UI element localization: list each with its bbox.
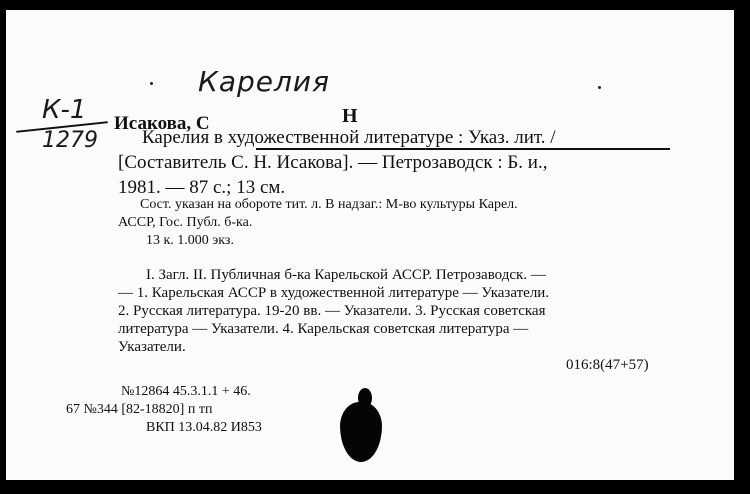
title-underline <box>256 148 670 150</box>
note-line-2: АССР, Гос. Публ. б-ка. <box>118 215 253 230</box>
classification-code: 016:8(47+57) <box>566 357 649 373</box>
handwritten-title: Карелия <box>198 65 330 98</box>
tracing-line-1: I. Загл. II. Публичная б-ка Карельской АССР. Петрозаводск. — <box>146 267 546 283</box>
accession-line-1: №12864 45.3.1.1 + 46. <box>121 384 251 399</box>
author-initial: Н <box>342 105 358 127</box>
note-line-1: Сост. указан на обороте тит. л. В надзаг.: М-во культуры Карел. <box>140 197 518 212</box>
author-heading: Исакова, С <box>114 113 210 134</box>
title-line-3: 1981. — 87 с.; 13 см. <box>118 177 286 198</box>
tracing-line-5: Указатели. <box>118 339 186 355</box>
tracing-line-2: — 1. Карельская АССР в художественной литературе — Указатели. <box>118 285 550 301</box>
catalog-card <box>6 10 734 480</box>
price-print-run: 13 к. 1.000 экз. <box>146 233 234 248</box>
ink-blot <box>340 402 382 462</box>
title-line-1: Карелия в художественной литературе : Указ. лит. / <box>142 127 556 148</box>
accession-line-2: 67 №344 [82-18820] п тп <box>66 402 213 417</box>
speck <box>150 82 153 85</box>
tracing-line-4: литература — Указатели. 4. Карельская советская литература — <box>118 321 529 337</box>
shelfmark-top: К-1 <box>42 95 87 125</box>
tracing-line-3: 2. Русская литература. 19-20 вв. — Указатели. 3. Русская советская <box>118 303 546 319</box>
shelfmark-bottom: 1279 <box>42 128 98 153</box>
speck <box>598 86 601 89</box>
title-line-2: [Составитель С. Н. Исакова]. — Петрозаводск : Б. и., <box>118 152 548 173</box>
accession-line-3: ВКП 13.04.82 И853 <box>146 420 262 435</box>
